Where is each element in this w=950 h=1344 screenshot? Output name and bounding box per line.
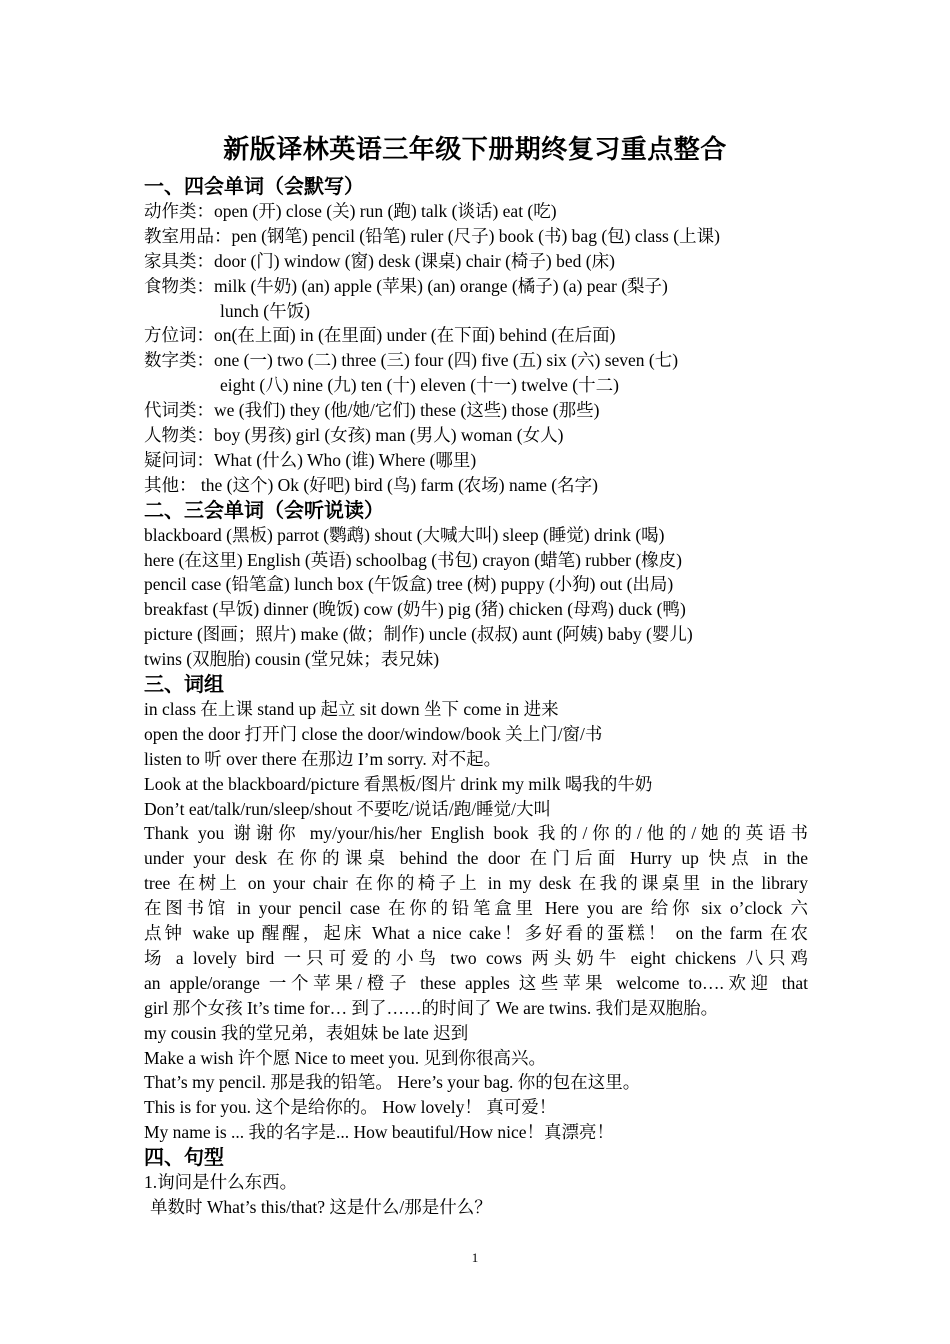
page-number: 1 [471,1250,479,1265]
text-line: Don’t eat/talk/run/sleep/shout 不要吃/说话/跑/睡觉/大叫 [144,798,552,819]
text-line: listen to 听 over there 在那边 I’m sorry. 对不起。 [144,748,502,769]
text-line: 教室用品：pen (钢笔) pencil (铅笔) ruler (尺子) book (书) bag (包) class (上课) [144,225,720,246]
section-heading-sentence-patterns: 四、句型 [144,1145,224,1170]
text-line: Make a wish 许个愿 Nice to meet you. 见到你很高兴。 [144,1047,546,1068]
text-line: here (在这里) English (英语) schoolbag (书包) crayon (蜡笔) rubber (橡皮) [144,549,682,570]
text-line: in class 在上课 stand up 起立 sit down 坐下 come in 进来 [144,699,559,720]
text-line: This is for you. 这个是给你的。 How lovely！ 真可爱！ [144,1097,557,1118]
section-heading-four-skill-words: 一、四会单词（会默写） [144,174,364,198]
text-line: 代词类：we (我们) they (他/她/它们) these (这些) those (那些) [144,400,600,421]
document-body [144,174,808,1220]
text-line: my cousin 我的堂兄弟，表姐妹 be late 迟到 [144,1022,469,1043]
text-line: an apple/orange 一个苹果/橙子 these apples 这些苹果 welcome to….欢迎 that [144,972,808,993]
text-line: open the door 打开门 close the door/window/book 关上门/窗/书 [144,723,603,744]
text-line: 食物类：milk (牛奶) (an) apple (苹果) (an) orange (橘子) (a) pear (梨子) [144,275,668,296]
page-title: 新版译林英语三年级下册期终复习重点整合 [223,135,727,165]
text-line: eight (八) nine (九) ten (十) eleven (十一) twelve (十二) [220,375,619,396]
section-heading-phrases: 三、词组 [144,672,224,697]
section-heading-three-skill-words: 二、三会单词（会听说读） [144,497,384,522]
text-line: 1.询问是什么东西。 [144,1172,298,1193]
text-line: That’s my pencil. 那是我的铅笔。 Here’s your bag. 你的包在这里。 [144,1072,641,1093]
text-line: picture (图画；照片) make (做；制作) uncle (叔叔) aunt (阿姨) baby (婴儿) [144,624,693,645]
text-line: lunch (午饭) [220,300,310,321]
text-line: My name is ... 我的名字是... How beautiful/How nice！真漂亮！ [144,1122,615,1143]
text-line: blackboard (黑板) parrot (鹦鹉) shout (大喊大叫) sleep (睡觉) drink (喝) [144,524,665,545]
text-line: Thank you 谢谢你 my/your/his/her English book 我的/你的/他的/她的英语书 [144,823,808,844]
text-line: 动作类：open (开) close (关) run (跑) talk (谈话) eat (吃) [144,201,557,221]
text-line: girl 那个女孩 It’s time for… 到了……的时间了 We are twins. 我们是双胞胎。 [144,997,719,1018]
text-line: under your desk 在你的课桌 behind the door 在门后面 Hurry up 快点 in the [144,848,808,869]
text-line: 其他： the (这个) Ok (好吧) bird (鸟) farm (农场) name (名字) [144,474,598,495]
text-line: 场 a lovely bird 一只可爱的小鸟 two cows 两头奶牛 eight chickens 八只鸡 [144,947,808,968]
text-line: 人物类：boy (男孩) girl (女孩) man (男人) woman (女人) [144,425,564,446]
text-line: twins (双胞胎) cousin (堂兄妹；表兄妹) [144,649,440,670]
text-line: 点钟 wake up 醒醒，起床 What a nice cake！多好看的蛋糕！ on the farm 在农 [144,923,808,944]
text-line: Look at the blackboard/picture 看黑板/图片 drink my milk 喝我的牛奶 [144,773,653,794]
text-line: tree 在树上 on your chair 在你的椅子上 in my desk 在我的课桌里 in the library [144,873,808,894]
text-line: 家具类：door (门) window (窗) desk (课桌) chair (椅子) bed (床) [144,250,615,271]
text-line: 单数时 What’s this/that? 这是什么/那是什么？ [150,1196,492,1217]
text-line: 疑问词：What (什么) Who (谁) Where (哪里) [144,449,477,470]
text-line: 在图书馆 in your pencil case 在你的铅笔盒里 Here you are 给你 six o’clock 六 [144,898,808,919]
text-line: 数字类：one (一) two (二) three (三) four (四) five (五) six (六) seven (七) [144,350,679,371]
text-line: breakfast (早饭) dinner (晚饭) cow (奶牛) pig (猪) chicken (母鸡) duck (鸭) [144,599,686,620]
text-line: pencil case (铅笔盒) lunch box (午饭盒) tree (树) puppy (小狗) out (出局) [144,574,674,595]
text-line: 方位词：on(在上面) in (在里面) under (在下面) behind (在后面) [144,325,616,346]
